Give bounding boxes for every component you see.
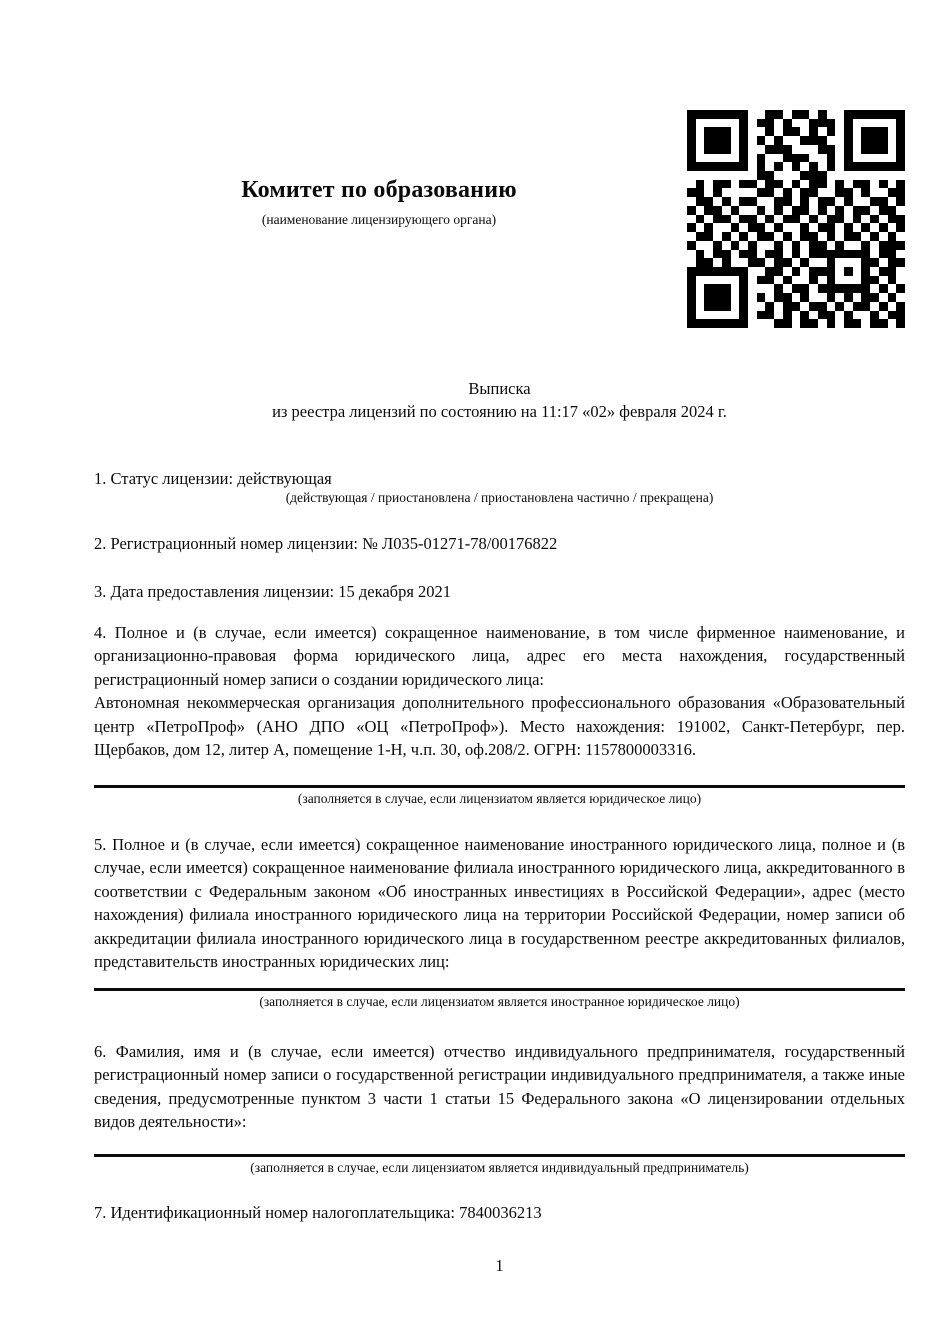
section-4-caption: (заполняется в случае, если лицензиатом является юридическое лицо)	[297, 791, 702, 806]
section-6-caption: (заполняется в случае, если лицензиатом является индивидуальный предприниматель)	[250, 1160, 749, 1175]
section-4-rule	[94, 785, 905, 788]
section-1-caption: (действующая / приостановлена / приостановлена частично / прекращена)	[285, 490, 714, 505]
document-title-line2: из реестра лицензий по состоянию на 11:17 «02» февраля 2024 г.	[272, 402, 727, 421]
section-6-rule	[94, 1154, 905, 1157]
section-5-caption: (заполняется в случае, если лицензиатом является иностранное юридическое лицо)	[259, 994, 740, 1009]
page-number: 1	[495, 1256, 504, 1275]
licensing-authority-caption: (наименование лицензирующего органа)	[261, 212, 497, 227]
section-5-label: 5. Полное и (в случае, если имеется) сокращенное наименование иностранного юридического лица, полное и (в случае, если имеется) сокращенное наименование филиала иностранного юридического лица, аккредитованного в соответствии с Федеральным законом «Об иностранных инвестициях в Российской Федерации», адрес (место нахождения) филиала иностранного юридического лица на территории Российской Федерации, номер записи об аккредитации филиала иностранного юридического лица в государственном реестре аккредитованных филиалов, представительств иностранных юридических лиц:	[94, 835, 905, 972]
section-1-status: 1. Статус лицензии: действующая	[94, 469, 332, 488]
section-4-value: Автономная некоммерческая организация дополнительного профессионального образования «Образовательный центр «ПетроПроф» (АНО ДПО «ОЦ «ПетроПроф»). Место нахождения: 191002, Санкт-Петербург, пер. Щербаков, дом 12, литер А, помещение 1-Н, ч.п. 30, оф.208/2. ОГРН: 1157800003316.	[94, 693, 905, 760]
section-5-foreign-entity	[94, 833, 905, 973]
qr-code	[687, 110, 905, 328]
section-7-taxpayer-id: 7. Идентификационный номер налогоплательщика: 7840036213	[94, 1203, 542, 1222]
document-title-line1: Выписка	[468, 379, 531, 398]
section-4-label: 4. Полное и (в случае, если имеется) сокращенное наименование, в том числе фирменное наименование, и организационно-правовая форма юридического лица, адрес его места нахождения, государственный регистрационный номер записи о создании юридического лица:	[94, 623, 905, 689]
document-title	[94, 377, 905, 423]
section-3-license-date: 3. Дата предоставления лицензии: 15 декабря 2021	[94, 582, 452, 601]
section-6-individual-entrepreneur	[94, 1040, 905, 1134]
section-4-legal-entity	[94, 621, 905, 761]
section-6-label: 6. Фамилия, имя и (в случае, если имеется) отчество индивидуального предпринимателя, государственный регистрационный номер записи о государственной регистрации индивидуального предпринимателя, а также иные сведения, предусмотренные пунктом 3 части 1 статьи 15 Федерального закона «О лицензировании отдельных видов деятельности»:	[94, 1042, 905, 1132]
section-5-rule	[94, 988, 905, 991]
licensing-authority-name: Комитет по образованию	[241, 177, 517, 203]
section-2-registration-number: 2. Регистрационный номер лицензии: № Л035-01271-78/00176822	[94, 534, 558, 553]
